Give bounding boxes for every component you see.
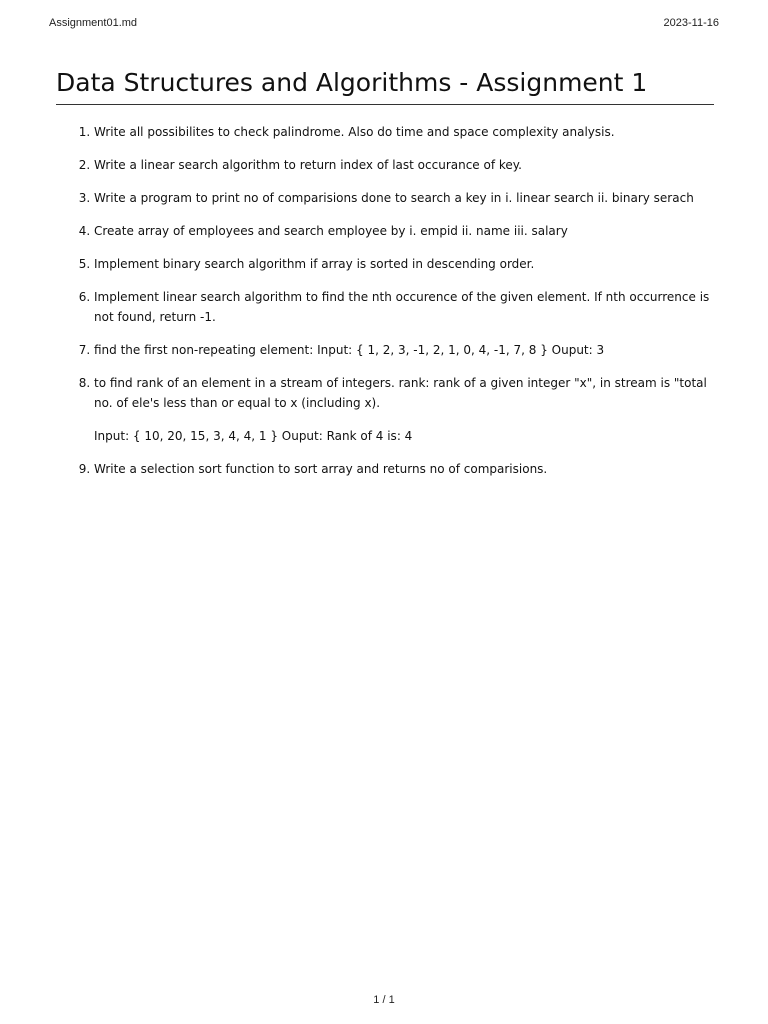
task-list	[56, 122, 714, 479]
list-item	[94, 155, 714, 175]
list-item	[94, 254, 714, 274]
page-number: 1 / 1	[373, 994, 395, 1006]
print-date: 2023-11-16	[663, 17, 719, 29]
print-header	[49, 17, 719, 31]
task-text: 4. Create array of employees and search employee by i. empid ii. name iii. salary	[94, 224, 568, 238]
document-title: Data Structures and Algorithms - Assignment 1	[56, 66, 714, 105]
list-item	[94, 373, 714, 446]
list-item	[94, 287, 714, 327]
list-item	[94, 188, 714, 208]
task-text: 9. Write a selection sort function to sort array and returns no of comparisions.	[94, 462, 548, 476]
list-item	[94, 221, 714, 241]
task-text: 1. Write all possibilites to check palindrome. Also do time and space complexity analysis.	[94, 125, 615, 139]
file-name: Assignment01.md	[49, 17, 138, 29]
task-text: 3. Write a program to print no of comparisions done to search a key in i. linear search ii. binary serach	[94, 191, 694, 205]
document-body	[56, 66, 714, 492]
task-text: 5. Implement binary search algorithm if array is sorted in descending order.	[94, 257, 535, 271]
task-example: Input: { 10, 20, 15, 3, 4, 4, 1 } Ouput: Rank of 4 is: 4	[94, 429, 413, 443]
list-item	[94, 459, 714, 479]
task-text: 2. Write a linear search algorithm to return index of last occurance of key.	[94, 158, 522, 172]
task-text: 7. find the first non-repeating element: Input: { 1, 2, 3, -1, 2, 1, 0, 4, -1, 7, 8 } Ouput: 3	[94, 343, 605, 357]
task-text: 8. to find rank of an element in a stream of integers. rank: rank of a given integer "x", in stream is "total no. of ele's less than or equal to x (including x).	[94, 376, 707, 410]
task-text: 6. Implement linear search algorithm to find the nth occurence of the given element. If nth occurrence is not found, return -1.	[94, 290, 710, 324]
list-item	[94, 122, 714, 142]
list-item	[94, 340, 714, 360]
